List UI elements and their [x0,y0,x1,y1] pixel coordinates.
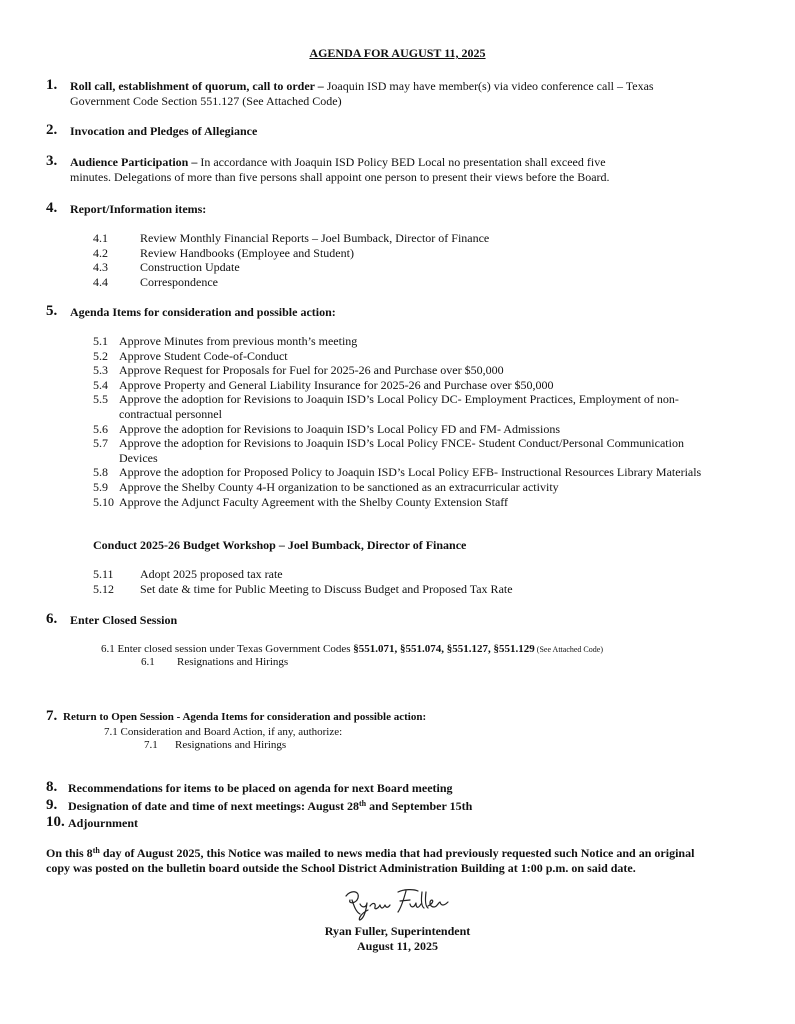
list-item: 4.1 Review Monthly Financial Reports – Joel Bumback, Director of Finance [93,231,490,245]
agenda-item-2 [46,124,257,139]
item-text-line2: minutes. Delegations of more than five persons shall appoint one person to present their views before the Board. [70,169,610,184]
agenda-items-list [93,334,743,509]
list-item: 5.8 Approve the adoption for Proposed Policy to Joaquin ISD’s Local Policy EFB- Instructional Resources Library Materials [93,465,702,480]
list-item: 5.1 Approve Minutes from previous month’s meeting [93,334,358,348]
open-session-subitem: 7.1 Resignations and Hirings [144,739,287,751]
signer-name: Ryan Fuller, Superintendent [324,924,471,938]
agenda-item-4 [46,202,206,217]
agenda-item-9: 9. Designation of date and time of next meetings: August 28th and September 15th [46,797,473,813]
page-title: AGENDA FOR AUGUST 11, 2025 [309,46,486,60]
item-heading: Roll call, establishment of quorum, call to order – [70,79,327,93]
item-heading: Return to Open Session - Agenda Items for consideration and possible action: [63,711,427,723]
list-item: 5.7 Approve the adoption for Revisions to Joaquin ISD’s Local Policy FNCE- Student Conduct/Personal Communication Devices [93,436,684,465]
item-number: 6. [46,611,58,627]
item-heading: Invocation and Pledges of Allegiance [70,124,258,138]
closed-session-line: 6.1 Enter closed session under Texas Government Codes §551.071, §551.074, §551.127, §551.129 (See Attached Code) [101,643,603,655]
item-number: 7. [46,708,58,724]
closed-session-subitem: 6.1 Resignations and Hirings [141,656,289,668]
item-text-line2: Government Code Section 551.127 (See Attached Code) [70,93,342,108]
item-heading: Audience Participation – [70,155,201,169]
item-text: Joaquin ISD may have member(s) via video conference call – Texas [326,79,654,93]
list-item: 5.11 Adopt 2025 proposed tax rate [93,567,283,581]
item-number: 1. [46,77,58,93]
list-item: 5.9 Approve the Shelby County 4-H organization to be sanctioned as an extracurricular activity [93,479,559,494]
list-item: 5.5 Approve the adoption for Revisions to Joaquin ISD’s Local Policy DC- Employment Practices, Employment of non- contractual personnel [93,392,679,421]
signature-image [338,884,458,924]
list-item: 5.3 Approve Request for Proposals for Fuel for 2025-26 and Purchase over $50,000 [93,363,504,378]
list-item: 4.3 Construction Update [93,260,240,275]
list-item: 5.10 Approve the Adjunct Faculty Agreement with the Shelby County Extension Staff [93,494,509,509]
agenda-item-7 [46,710,426,725]
posting-notice: On this 8th day of August 2025, this Notice was mailed to news media that had previously requested such Notice and an original copy was posted on the bulletin board outside the School District Administration Building at 1:00 p.m. on said date. [46,846,695,875]
list-item: 4.4 Correspondence [93,274,218,289]
agenda-item-10 [46,816,138,831]
item-text: In accordance with Joaquin ISD Policy BED Local no presentation shall exceed five [200,155,606,169]
item-number: 8. [46,779,58,795]
item-heading: Report/Information items: [70,202,207,216]
item-number: 4. [46,200,58,216]
item-heading: Agenda Items for consideration and possible action: [70,305,336,319]
agenda-item-3 [46,155,766,184]
item-number: 3. [46,153,58,169]
item-heading: Recommendations for items to be placed on agenda for next Board meeting [68,781,453,795]
agenda-item-1 [46,79,746,108]
agenda-item-8 [46,781,453,796]
report-items-list [93,231,489,289]
item-number: 9. [46,797,58,813]
agenda-item-5 [46,305,336,320]
open-session-line: 7.1 Consideration and Board Action, if any, authorize: [104,726,343,738]
item-number: 5. [46,303,58,319]
list-item: 5.6 Approve the adoption for Revisions to Joaquin ISD’s Local Policy FD and FM- Admissions [93,421,560,436]
item-number: 2. [46,122,58,138]
list-item: 5.2 Approve Student Code-of-Conduct [93,348,288,363]
list-item: 5.4 Approve Property and General Liability Insurance for 2025-26 and Purchase over $50,000 [93,377,554,392]
item-heading: Enter Closed Session [70,613,178,627]
list-item: 4.2 Review Handbooks (Employee and Student) [93,245,354,260]
item-heading: Adjournment [68,816,139,830]
workshop-heading: Conduct 2025-26 Budget Workshop – Joel Bumback, Director of Finance [93,538,467,552]
agenda-item-6 [46,613,177,628]
workshop-items-list [93,567,513,596]
list-item: 5.12 Set date & time for Public Meeting to Discuss Budget and Proposed Tax Rate [93,581,513,596]
item-number: 10. [46,814,65,830]
signed-date: August 11, 2025 [356,939,439,953]
